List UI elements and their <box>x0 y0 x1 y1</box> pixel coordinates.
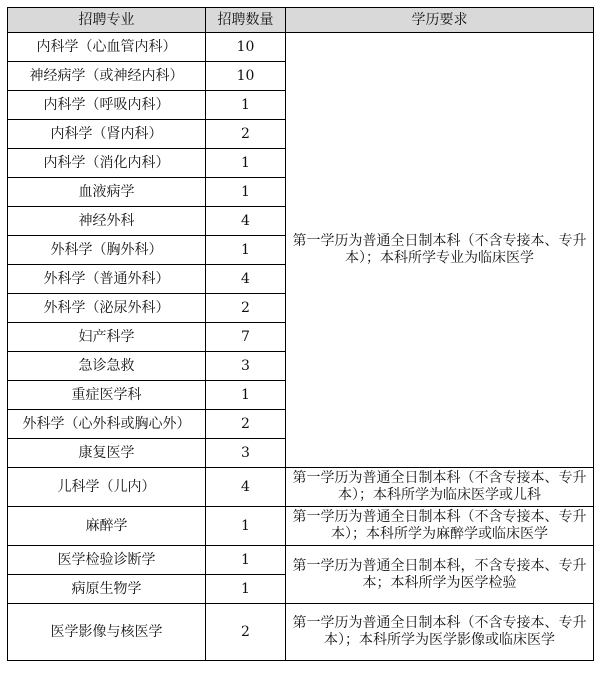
count-cell: 1 <box>206 236 286 265</box>
major-cell: 儿科学（儿内） <box>8 468 206 507</box>
count-cell: 3 <box>206 352 286 381</box>
header-major: 招聘专业 <box>8 8 206 33</box>
major-cell: 内科学（消化内科） <box>8 149 206 178</box>
major-cell: 神经外科 <box>8 207 206 236</box>
count-cell: 1 <box>206 546 286 575</box>
major-cell: 医学影像与核医学 <box>8 604 206 661</box>
requirement-cell: 第一学历为普通全日制本科，不含专接本、专升本；本科所学为医学检验 <box>286 546 594 604</box>
count-cell: 1 <box>206 381 286 410</box>
count-cell: 3 <box>206 439 286 468</box>
count-cell: 4 <box>206 207 286 236</box>
count-cell: 2 <box>206 294 286 323</box>
major-cell: 内科学（心血管内科） <box>8 33 206 62</box>
count-cell: 1 <box>206 91 286 120</box>
count-cell: 2 <box>206 604 286 661</box>
major-cell: 血液病学 <box>8 178 206 207</box>
count-cell: 10 <box>206 62 286 91</box>
count-cell: 2 <box>206 410 286 439</box>
requirement-cell: 第一学历为普通全日制本科（不含专接本、专升本）；本科所学为医学影像或临床医学 <box>286 604 594 661</box>
major-cell: 康复医学 <box>8 439 206 468</box>
count-cell: 1 <box>206 149 286 178</box>
major-cell: 内科学（呼吸内科） <box>8 91 206 120</box>
table-row <box>8 604 594 661</box>
count-cell: 4 <box>206 265 286 294</box>
major-cell: 神经病学（或神经内科） <box>8 62 206 91</box>
major-cell: 外科学（普通外科） <box>8 265 206 294</box>
count-cell: 7 <box>206 323 286 352</box>
table-row <box>8 468 594 507</box>
major-cell: 内科学（肾内科） <box>8 120 206 149</box>
header-count: 招聘数量 <box>206 8 286 33</box>
major-cell: 医学检验诊断学 <box>8 546 206 575</box>
table-row <box>8 33 594 62</box>
major-cell: 妇产科学 <box>8 323 206 352</box>
major-cell: 外科学（泌尿外科） <box>8 294 206 323</box>
count-cell: 1 <box>206 575 286 604</box>
major-cell: 外科学（胸外科） <box>8 236 206 265</box>
count-cell: 1 <box>206 507 286 546</box>
table-row <box>8 546 594 575</box>
count-cell: 2 <box>206 120 286 149</box>
table-row <box>8 507 594 546</box>
requirement-cell: 第一学历为普通全日制本科（不含专接本、专升本）；本科所学专业为临床医学 <box>286 33 594 468</box>
major-cell: 急诊急救 <box>8 352 206 381</box>
major-cell: 重症医学科 <box>8 381 206 410</box>
count-cell: 1 <box>206 178 286 207</box>
requirement-cell: 第一学历为普通全日制本科（不含专接本、专升本）；本科所学为临床医学或儿科 <box>286 468 594 507</box>
recruitment-table <box>7 7 594 661</box>
requirement-cell: 第一学历为普通全日制本科（不含专接本、专升本）；本科所学为麻醉学或临床医学 <box>286 507 594 546</box>
major-cell: 病原生物学 <box>8 575 206 604</box>
count-cell: 4 <box>206 468 286 507</box>
major-cell: 麻醉学 <box>8 507 206 546</box>
header-requirement: 学历要求 <box>286 8 594 33</box>
count-cell: 10 <box>206 33 286 62</box>
major-cell: 外科学（心外科或胸心外） <box>8 410 206 439</box>
